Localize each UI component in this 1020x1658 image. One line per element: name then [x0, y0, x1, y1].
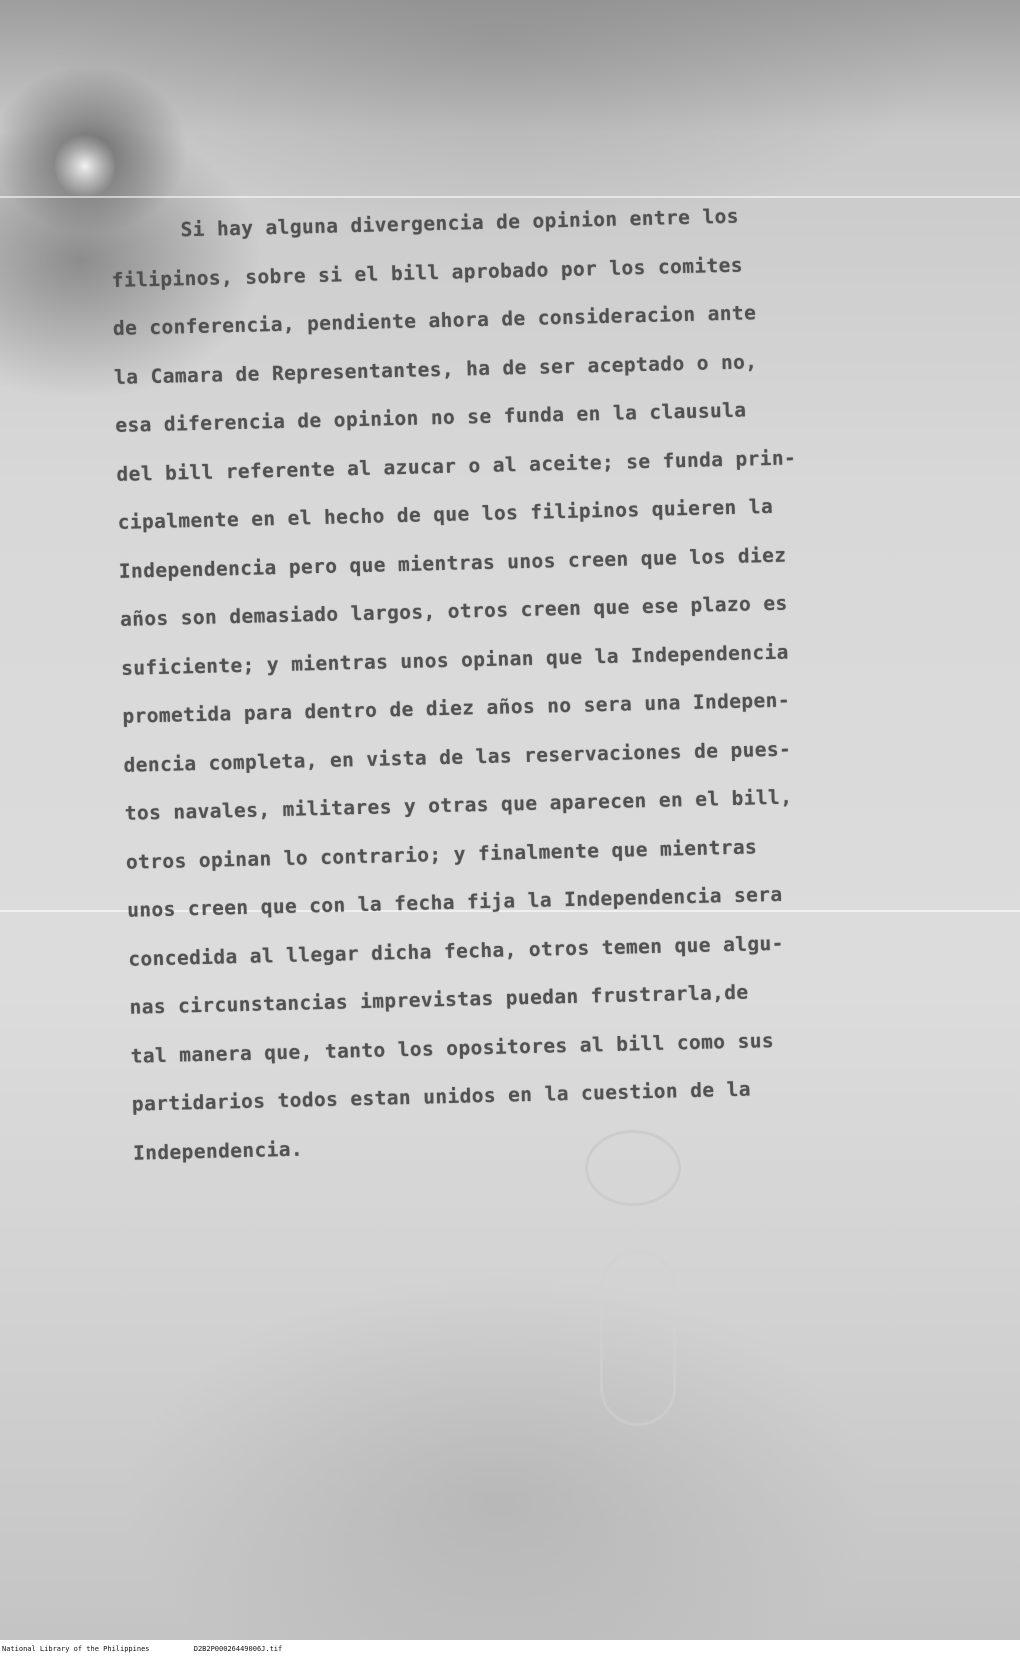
scan-footer — [0, 1640, 1020, 1658]
paper-stain — [600, 1250, 676, 1426]
text-line: de conferencia, pendiente ahora de consideracion ante — [112, 301, 757, 340]
text-line: dencia completa, en vista de las reservaciones de pues- — [123, 737, 792, 777]
text-line: Independencia pero que mientras unos creen que los diez — [118, 543, 787, 583]
paper-stain — [55, 132, 115, 200]
text-line: filipinos, sobre si el bill aprobado por los comites — [111, 253, 744, 292]
text-line: cipalmente en el hecho de que los filipinos quieren la — [117, 494, 774, 534]
text-line: concedida al llegar dicha fecha, otros temen que algu- — [128, 931, 784, 971]
text-line: tos navales, militares y otras que aparecen en el bill, — [124, 785, 793, 825]
text-line: Si hay alguna divergencia de opinion entre los — [180, 204, 740, 242]
typed-paragraph — [110, 188, 963, 1178]
text-line: tal manera que, tanto los opositores al bill como sus — [130, 1028, 775, 1068]
text-line: la Camara de Representantes, ha de ser aceptado o no, — [113, 349, 758, 389]
text-line: prometida para dentro de diez años no sera una Indepen- — [122, 688, 791, 728]
text-line: otros opinan lo contrario; y finalmente que mientras — [125, 834, 758, 874]
text-line: suficiente; y mientras unos opinan que la Independencia — [120, 640, 790, 680]
library-credit: National Library of the Philippines — [2, 1645, 150, 1653]
text-line: esa diferencia de opinion no se funda en la clausula — [115, 398, 747, 437]
text-line: partidarios todos estan unidos en la cuestion de la — [131, 1077, 752, 1116]
text-line: años son demasiado largos, otros creen que ese plazo es — [119, 591, 788, 631]
text-line: Independencia. — [132, 1137, 304, 1165]
file-name: D2B2P00026449006J.tif — [193, 1645, 283, 1653]
text-line: nas circunstancias imprevistas puedan frustrarla,de — [129, 980, 749, 1019]
text-line: unos creen que con la fecha fija la Independencia sera — [126, 882, 783, 922]
text-line: del bill referente al azucar o al aceite; se funda prin- — [116, 445, 797, 486]
